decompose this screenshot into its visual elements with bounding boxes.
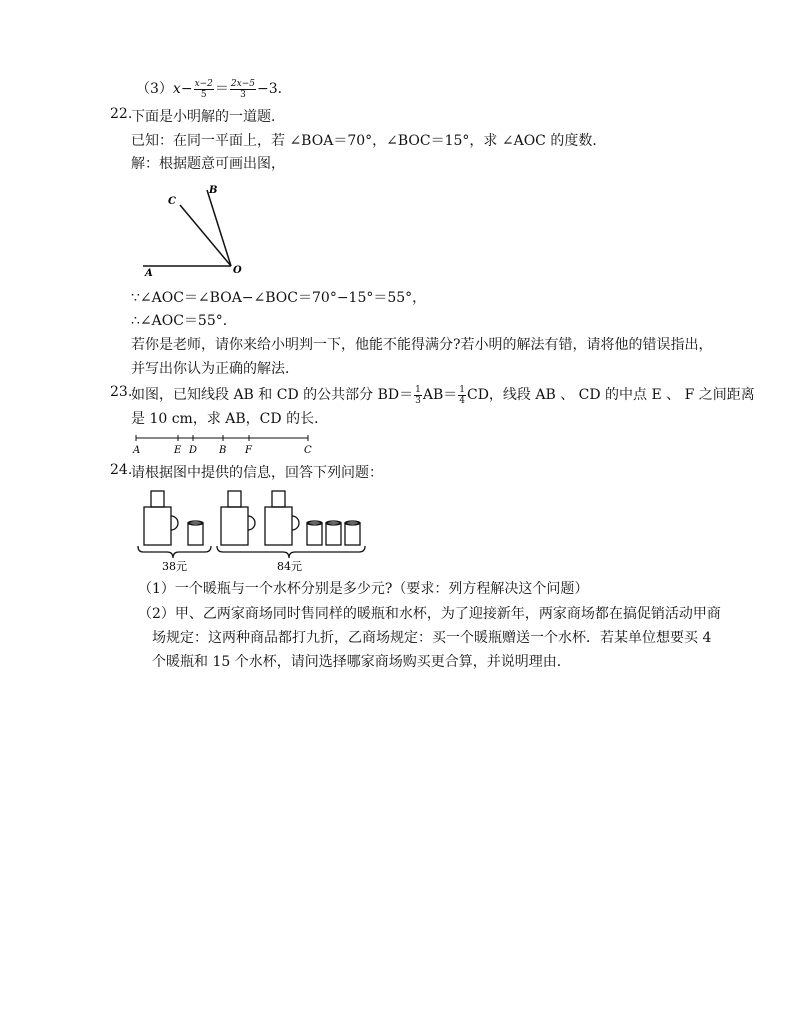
flask-1-cap xyxy=(151,491,164,507)
q21-part3-equation xyxy=(136,78,292,100)
flask-2-body xyxy=(221,507,248,545)
q24-subquestion-2-line-3: 个暖瓶和 15 个水杯，请问选择哪家商场购买更合算，并说明理由． xyxy=(152,654,571,670)
point-label-c: C xyxy=(304,445,312,456)
flask-2-cap xyxy=(228,491,241,507)
q22-angle-figure xyxy=(135,180,255,280)
q21-fraction-2-denominator: 3 xyxy=(240,89,246,100)
q22-step-1: ∵∠AOC＝∠BOA−∠BOC＝70°−15°＝55°， xyxy=(131,290,427,306)
price-label-2: 84元 xyxy=(277,560,302,573)
q21-fraction-1-denominator: 5 xyxy=(200,89,207,100)
q23-fraction-b-denominator: 4 xyxy=(459,395,465,406)
q23-fraction-a-numerator: 1 xyxy=(415,384,421,395)
flask-1-handle xyxy=(171,516,178,530)
q22-solution-intro: 解：根据题意可画出图， xyxy=(131,156,285,172)
q22-number: 22. xyxy=(110,106,133,122)
point-label-e: E xyxy=(174,445,182,456)
q21-fraction-2 xyxy=(230,79,256,100)
flask-2-handle xyxy=(248,516,255,530)
cup-2 xyxy=(307,523,322,545)
q23-fraction-b-numerator: 1 xyxy=(459,384,465,395)
q21-equals: ＝ xyxy=(214,81,229,97)
q23-line-2: 是 10 cm，求 AB，CD 的长． xyxy=(131,411,329,427)
q22-step-2: ∴∠AOC＝55°． xyxy=(131,313,237,329)
q21-fraction-1-numerator: x−2 xyxy=(194,78,213,89)
price-label-1: 38元 xyxy=(162,560,187,573)
q22-title: 下面是小明解的一道题． xyxy=(131,109,285,125)
q22-prompt-line-1: 若你是老师，请你来给小明判一下，他能不能得满分?若小明的解法有错，请将他的错误指出， xyxy=(131,337,713,353)
q23-fraction-b xyxy=(458,385,466,406)
q21-var-x: x xyxy=(172,81,181,97)
q23-line-1-part-a: 如图，已知线段 AB 和 CD 的公共部分 BD＝ xyxy=(131,387,414,403)
q24-subquestion-2-line-2: 场规定：这两种商品都打九折，乙商场规定：买一个暖瓶赠送一个水杯．若某单位想要买 4 xyxy=(152,630,712,646)
q24-number: 24. xyxy=(110,462,133,478)
brace-1 xyxy=(138,546,211,558)
q23-line-1-part-b: AB＝ xyxy=(422,387,458,403)
q21-tail: −3． xyxy=(256,81,292,97)
cup-1 xyxy=(188,523,203,545)
label-b: B xyxy=(209,185,218,196)
ray-ob xyxy=(207,190,231,266)
cup-4 xyxy=(345,523,360,545)
label-o: O xyxy=(233,265,242,276)
q23-number: 23. xyxy=(110,384,133,400)
flask-3-cap xyxy=(272,491,285,507)
q23-line-1-part-c: CD，线段 AB 、 CD 的中点 E 、 F 之间距离 xyxy=(466,387,755,403)
point-label-b: B xyxy=(219,445,227,456)
q23-segment-figure xyxy=(128,432,318,456)
q21-fraction-2-numerator: 2x−5 xyxy=(230,78,255,89)
point-label-f: F xyxy=(245,445,252,456)
label-a: A xyxy=(145,268,153,279)
q24-products-figure xyxy=(135,486,375,574)
q24-subquestion-1: （1）一个暖瓶与一个水杯分别是多少元?（要求：列方程解决这个问题） xyxy=(138,581,589,597)
point-label-d: D xyxy=(189,445,198,456)
q21-fraction-1 xyxy=(194,79,214,100)
q21-minus: − xyxy=(180,81,193,97)
q24-subquestion-2-line-1: （2）甲、乙两家商场同时售同样的暖瓶和水杯，为了迎接新年，两家商场都在搞促销活动甲商 xyxy=(138,606,721,622)
point-label-a: A xyxy=(133,445,141,456)
cup-3 xyxy=(326,523,341,545)
q22-given: 已知：在同一平面上，若 ∠BOA＝70°，∠BOC＝15°，求 ∠AOC 的度数． xyxy=(131,133,607,149)
flask-3-handle xyxy=(292,516,299,530)
q24-title: 请根据图中提供的信息，回答下列问题： xyxy=(131,465,383,481)
q23-line-1 xyxy=(131,384,755,406)
q22-prompt-line-2: 并写出你认为正确的解法． xyxy=(131,361,299,377)
q23-fraction-a-denominator: 3 xyxy=(415,395,421,406)
label-c: C xyxy=(168,196,176,207)
q23-fraction-a xyxy=(414,385,422,406)
brace-2 xyxy=(217,546,365,558)
q21-part3-label: （3） xyxy=(136,81,173,97)
ray-oc xyxy=(180,205,231,266)
flask-1-body xyxy=(144,507,171,545)
flask-3-body xyxy=(265,507,292,545)
